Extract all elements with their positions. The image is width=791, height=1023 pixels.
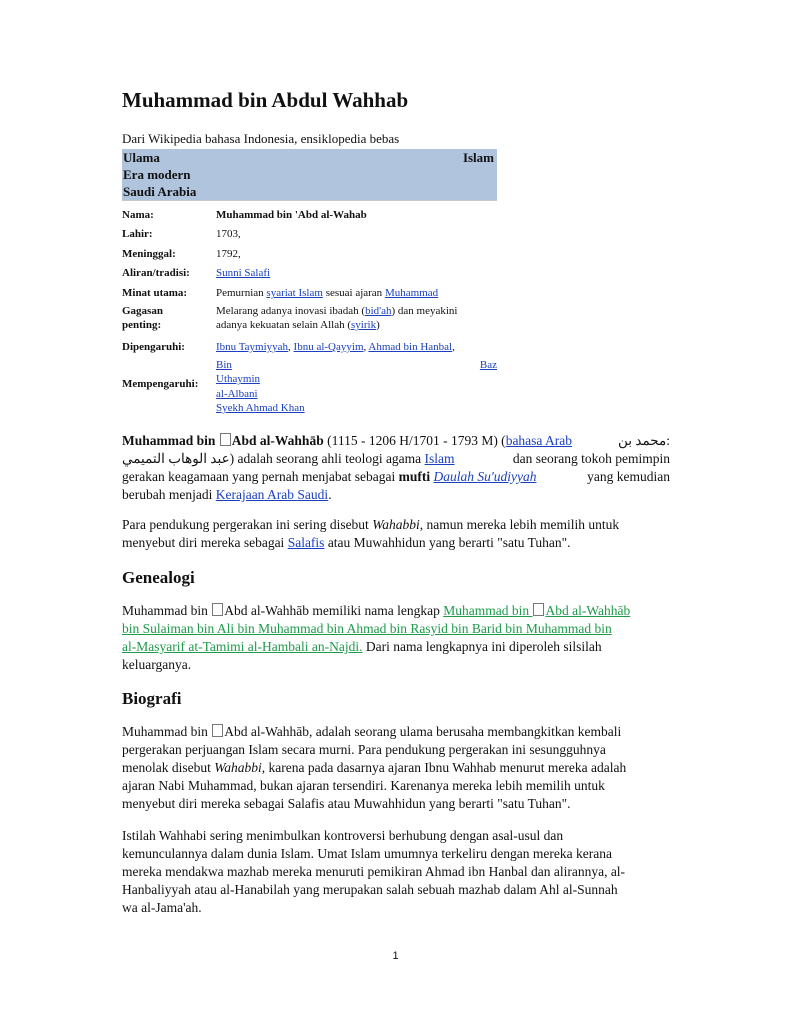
text: Muhammad bin [443,603,533,618]
text: Abd al-Wahhāb [545,603,631,618]
text: gerakan keagamaan yang pernah menjabat sebagai [122,469,399,484]
infobox-row-gagasan [122,304,497,333]
text: Dari nama lengkapnya ini diperoleh silsilah [362,639,602,654]
text-line [216,319,380,331]
arabic-text: عبد الوهاب التميمي [122,451,230,466]
infobox-header-era: Era modern [122,166,497,183]
infobox-header-left: Ulama [123,150,160,165]
text: Abd al-Wahhāb, adalah seorang ulama berusaha membangkitkan kembali [224,724,622,739]
kerajaan-arab-saudi-link[interactable]: Kerajaan Arab Saudi [215,487,329,502]
text: Wahabbi [214,760,262,775]
infobox-value: Ibnu Taymiyyah, Ibnu al-Qayyim, Ahmad bin Hanbal, [216,341,455,353]
ibnu-taymiyyah-link[interactable]: Ibnu Taymiyyah [216,341,289,353]
text: Para pendukung pergerakan ini sering disebut [122,517,373,532]
text: Melarang adanya inovasi ibadah ( [216,305,366,317]
text: Wahabbi [372,517,420,532]
infobox-row-dipengaruhi [122,340,497,354]
text-line: Istilah Wahhabi sering menimbulkan kontroversi berhubung dengan asal-usul dan [122,828,564,843]
infobox-label: Lahir: [122,228,153,240]
text-line: ajaran Nabi Muhammad, bukan ajaran tersendiri. Karenanya mereka lebih memilih untuk [122,778,605,793]
infobox-value [216,286,497,300]
text-line: kemunculannya dalam dunia Islam. Umat Islam umumnya terkeliru dengan mereka kerana [122,846,612,861]
al-albani-link[interactable]: al-Albani [216,387,258,400]
infobox-label: Mempengaruhi: [122,378,199,390]
text: menolak disebut [122,760,215,775]
text: Gagasan [122,305,163,317]
infobox-header-region: Saudi Arabia [122,183,497,201]
biografi-heading: Biografi [122,689,182,708]
text: yang kemudian [587,469,670,484]
infobox-value: 1792, [216,248,241,260]
arabic-text: :محمد بن [618,433,670,448]
genealogy-link[interactable] [443,603,630,618]
text-line [122,638,670,656]
intro-paragraph [122,432,670,504]
text [122,432,572,450]
infobox-row-mempengaruhi [122,358,497,415]
text: Muhammad bin [122,724,212,739]
text: Abd al-Wahhāb [231,433,324,448]
missing-glyph-icon [220,433,231,446]
text: berubah menjadi [122,487,216,502]
text [122,516,619,534]
infobox-row-meninggal [122,247,497,261]
text-line: Hanbaliyyah atau al-Hanabilah yang merupakan salah sebuah mazhab dalam Ahl al-Sunnah [122,882,618,897]
infobox-value: Muhammad bin 'Abd al-Wahab [216,209,367,221]
missing-glyph-icon [533,603,544,616]
text-line [122,450,670,468]
text: , namun mereka lebih memilih untuk [419,517,620,532]
salafis-link[interactable]: Salafis [287,535,325,550]
missing-glyph-icon [212,724,223,737]
daulah-suudiyyah-link[interactable]: Daulah Su'udiyyah [433,469,537,484]
text: sesuai ajaran [322,287,385,299]
infobox-label: Nama: [122,209,154,221]
text-line: mereka mendakwa mazhab mereka menuruti pemikiran Ahmad ibn Hanbal dan alirannya, al- [122,864,626,879]
text: . [328,487,332,502]
text: Bin [216,359,232,371]
genealogi-heading: Genealogi [122,568,195,587]
page-title: Muhammad bin Abdul Wahhab [122,88,409,112]
text-line [122,432,670,450]
text: penting: [122,319,162,332]
text [216,304,457,318]
infobox-label [122,304,216,333]
text: (1115 - 1206 H/1701 - 1793 M) ( [323,433,506,448]
text: mufti [398,469,431,484]
text: ) adalah seorang ahli teologi agama [229,451,425,466]
text: ) dan meyakini [391,305,458,317]
text-line [122,516,670,534]
text-line: menyebut diri mereka sebagai Salafis atau Muwahhidun yang berarti "satu Tuhan". [122,796,571,811]
text [122,468,537,486]
ibnu-al-qayyim-link[interactable]: Ibnu al-Qayyim [293,341,364,353]
text: Muhammad bin [122,603,212,618]
infobox-row-nama [122,208,497,222]
text-line [122,468,670,486]
text-line: keluarganya. [122,657,192,672]
text [122,723,621,741]
infobox-row-lahir [122,227,497,241]
infobox-value [216,358,497,415]
text-line [122,535,571,550]
text-line [122,759,670,777]
infobox-row-minat [122,286,497,300]
genealogy-link-line[interactable]: bin Sulaiman bin Ali bin Muhammad bin Ahmad bin Rasyid bin Barid bin Muhammad bin [122,621,612,636]
text: Abd al-Wahhāb memiliki nama lengkap [224,603,444,618]
islam-link[interactable]: Islam [424,451,455,466]
text: Pemurnian [216,287,267,299]
text-line [122,602,670,620]
biografi-paragraph-2 [122,827,670,917]
syariat-islam-link[interactable]: syariat Islam [266,287,323,299]
page-number: 1 [392,950,399,962]
text: adanya kekuatan selain Allah ( [216,319,352,332]
bahasa-arab-link[interactable]: bahasa Arab [505,433,573,448]
muhammad-link[interactable]: Muhammad [384,287,439,299]
missing-glyph-icon [212,603,223,616]
ahmad-bin-hanbal-link[interactable]: Ahmad bin Hanbal [368,341,453,353]
text: ) [376,319,380,332]
text: atau Muwahhidun yang berarti "satu Tuhan". [324,535,571,550]
infobox-value: 1703, [216,228,241,240]
text-line [122,487,332,502]
infobox-row-aliran [122,266,497,280]
genealogi-paragraph [122,602,670,674]
text: , karena pada dasarnya ajaran Ibnu Wahhab menurut mereka adalah [261,760,627,775]
wahabbi-paragraph [122,516,670,552]
bidah-link[interactable]: bid'ah [365,305,392,317]
genealogy-link-end[interactable]: al-Masyarif at-Tamimi al-Hambali an-Najdi. [122,639,363,654]
text: dan seorang tokoh pemimpin [512,451,670,466]
text: menyebut diri mereka sebagai [122,535,288,550]
infobox-label: Minat utama: [122,287,188,299]
infobox-label: Dipengaruhi: [122,341,185,353]
text [122,450,455,468]
text: Baz [479,359,497,371]
infobox-header-ulama [122,149,497,166]
infobox [122,149,497,414]
syekh-ahmad-khan-link[interactable]: Syekh Ahmad Khan [216,401,305,414]
text [122,638,602,656]
text-line: wa al-Jama'ah. [122,900,202,915]
text [122,759,626,777]
infobox-label: Aliran/tradisi: [122,267,190,279]
text-line [122,723,670,741]
infobox-value [216,304,497,333]
sunni-salafi-link[interactable]: Sunni Salafi [216,267,271,279]
text: Muhammad bin [122,433,219,448]
biografi-paragraph-1 [122,723,670,813]
infobox-label: Meninggal: [122,248,176,260]
text-line [216,304,497,318]
bin-baz-link[interactable] [216,358,497,372]
uthaymin-link[interactable]: Uthaymin [216,373,260,386]
syirik-link[interactable]: syirik [351,319,377,332]
page-subtitle: Dari Wikipedia bahasa Indonesia, ensiklopedia bebas [122,131,400,146]
infobox-header-right: Islam [462,150,494,165]
text [122,602,630,620]
text-line: pergerakan perjuangan Islam secara murni. Para pendukung pergerakan ini sesungguhnya [122,742,606,757]
